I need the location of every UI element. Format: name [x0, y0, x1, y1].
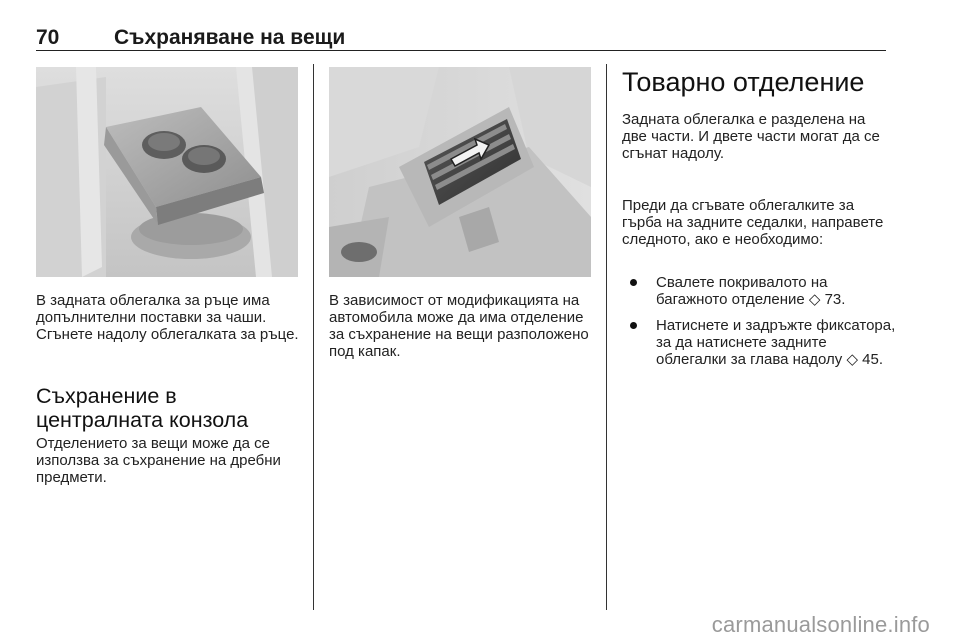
armrest-cupholder-illustration: [36, 67, 298, 277]
column-divider-1: [313, 64, 314, 610]
reference-page-number: 73.: [824, 291, 846, 308]
center-console-paragraph: Отделението за вещи може да се използва за съхранение на дребни предмети.: [36, 435, 281, 486]
bullet-text-content: Натиснете и задръжте фиксатора, за да натиснете задните облегалки за глава надолу: [656, 317, 896, 368]
armrest-cupholder-photo: [36, 67, 298, 277]
center-console-heading-line2: централната конзола: [36, 408, 249, 432]
console-caption: В зависимост от модификацията на автомобила може да има отделение за съхранение на вещи разположено под капак.: [329, 292, 589, 360]
page-reference[interactable]: [846, 351, 883, 368]
bullet-text: [656, 274, 896, 308]
reference-page-number: 45.: [862, 351, 884, 368]
reference-arrow-icon: ◇: [846, 351, 858, 368]
bullet-dot-icon: [630, 322, 637, 329]
cargo-paragraph-1: Задната облегалка е разделена на две части. И двете части могат да се сгънат надолу.: [622, 111, 880, 162]
armrest-caption: В задната облегалка за ръце има допълнителни поставки за чаши. Сгънете надолу облегалката за ръце.: [36, 292, 299, 343]
watermark: carmanualsonline.info: [711, 612, 930, 637]
bullet-text-content: Свалете покривалото на багажното отделение: [656, 274, 828, 308]
cargo-paragraph-2: Преди да сгъвате облегалките за гърба на задните седалки, направете следното, ако е необходимо:: [622, 197, 884, 248]
header-divider: [36, 50, 886, 51]
column-divider-2: [606, 64, 607, 610]
bullet-dot-icon: [630, 279, 637, 286]
center-console-heading-line1: Съхранение в: [36, 384, 177, 408]
reference-arrow-icon: ◇: [808, 291, 821, 308]
center-console-photo: [329, 67, 591, 277]
page-number: 70: [36, 26, 60, 49]
center-console-illustration: [329, 67, 591, 277]
bullet-item-1: [630, 274, 896, 310]
page-header: [36, 26, 886, 52]
bullet-item-2: [630, 317, 896, 389]
bullet-text: [656, 317, 896, 368]
page-title: Съхраняване на вещи: [114, 26, 346, 49]
page-reference[interactable]: [809, 291, 846, 308]
cargo-heading: Товарно отделение: [622, 67, 865, 97]
